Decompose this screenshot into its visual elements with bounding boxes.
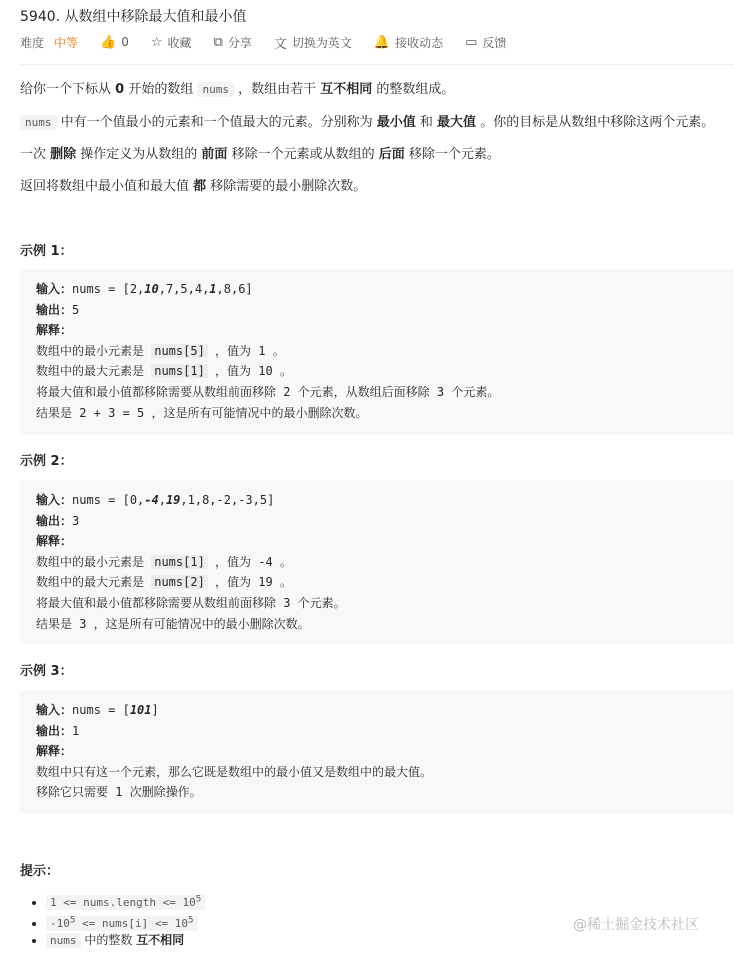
example-1-block	[20, 269, 734, 435]
text: 给你一个下标从	[20, 82, 116, 97]
hint-code	[46, 895, 205, 910]
text: ，数组由若干	[233, 82, 321, 97]
inline-code: nums[5]	[151, 344, 208, 358]
share-label: 分享	[227, 35, 252, 50]
text: 。你的目标是从数组中移除这两个元素。	[476, 115, 715, 130]
hints-list	[46, 888, 205, 951]
input-value: ]	[151, 703, 159, 717]
input-value: ,7,5,4,	[158, 282, 210, 296]
hint-code	[46, 916, 198, 931]
explanation-text: 数组中的最大元素是	[36, 575, 152, 590]
explanation-text: 数组中的最大元素是	[36, 364, 152, 379]
explanation-text: ，值为	[207, 575, 259, 590]
text: 一次	[20, 147, 51, 162]
explanation-text: ，值为	[207, 554, 259, 569]
explanation-text: 结果是 3 ，这是所有可能情况中的最小删除次数。	[36, 616, 310, 631]
favorite-label: 收藏	[167, 35, 192, 50]
output-value: 1	[72, 723, 80, 738]
explanation-value: 19	[258, 575, 273, 590]
difficulty	[20, 34, 78, 51]
feedback-button[interactable]	[465, 34, 506, 51]
input-label: 输入：	[36, 282, 73, 296]
input-highlight: 10	[144, 282, 159, 296]
favorite-button[interactable]	[151, 34, 192, 51]
output-value: 5	[72, 302, 80, 317]
output-value: 3	[72, 513, 80, 528]
explanation-value: 1	[258, 343, 266, 358]
explanation-text: 结果是 2 + 3 = 5 ，这是所有可能情况中的最小删除次数。	[36, 405, 368, 420]
text-bold: 前面	[201, 147, 228, 162]
input-highlight: 101	[129, 703, 152, 717]
input-highlight: 1	[209, 282, 217, 296]
text: 开始的数组	[124, 82, 198, 97]
problem-toolbar	[20, 32, 528, 52]
inline-code: nums	[20, 115, 57, 130]
switch-language-label: 切换为英文	[291, 35, 352, 50]
text-bold: 最大值	[437, 115, 477, 130]
text-bold: 0	[115, 82, 125, 97]
text: 返回将数组中最小值和最大值	[20, 179, 194, 194]
hint-text: 中的整数	[80, 933, 137, 947]
explanation-label: 解释：	[36, 323, 73, 338]
input-value: ,	[158, 493, 166, 507]
bell-icon: 🔔	[373, 34, 391, 50]
explanation-text: 将最大值和最小值都移除需要从数组前面移除 2 个元素，从数组后面移除 3 个元素。	[36, 384, 500, 399]
thumbs-up-icon: 👍	[100, 34, 117, 50]
example-1-heading: 示例 1：	[20, 244, 73, 259]
explanation-text: 。	[272, 364, 292, 379]
example-2-block	[20, 480, 734, 644]
text: 移除需要的最小删除次数。	[206, 179, 367, 194]
notify-label: 接收动态	[395, 35, 444, 50]
inline-code: nums[1]	[151, 364, 208, 378]
explanation-text: ，值为	[207, 364, 259, 379]
hint-text: <= nums[i] <= 10	[75, 916, 188, 930]
inline-code: nums[2]	[151, 575, 208, 589]
text-bold: 最小值	[376, 115, 416, 130]
example-3-block	[20, 690, 734, 814]
share-button[interactable]	[214, 34, 252, 51]
input-value: ,1,8,-2,-3,5]	[180, 493, 275, 507]
text-bold: 删除	[50, 147, 77, 162]
input-label: 输入：	[36, 703, 73, 717]
like-count: 0	[121, 35, 129, 49]
output-label: 输出：	[36, 302, 73, 317]
text: 移除一个元素。	[404, 147, 500, 162]
hint-item	[46, 930, 205, 951]
hint-code: nums	[46, 933, 81, 948]
explanation-label: 解释：	[36, 744, 73, 759]
explanation-text: 。	[272, 575, 292, 590]
feedback-label: 反馈	[482, 35, 507, 50]
star-icon: ☆	[150, 34, 163, 50]
example-2-heading: 示例 2：	[20, 454, 73, 469]
input-value: nums = [0,	[72, 493, 145, 507]
input-value: nums = [	[72, 703, 130, 717]
desc-paragraph-3	[20, 143, 500, 162]
text: 操作定义为从数组的	[76, 147, 202, 162]
translate-icon: 文	[273, 36, 287, 52]
like-button[interactable]	[100, 35, 129, 50]
hint-exponent: 5	[195, 893, 202, 904]
input-value: ,8,6]	[216, 282, 253, 296]
feedback-icon: ▭	[465, 34, 478, 50]
hint-text: 1 <= nums.length <= 10	[50, 895, 196, 909]
hint-text: -10	[50, 916, 70, 930]
input-highlight: -4	[144, 493, 159, 507]
explanation-text: ，值为	[207, 343, 259, 358]
output-label: 输出：	[36, 723, 73, 738]
explanation-value: -4	[258, 554, 273, 569]
desc-paragraph-1	[20, 78, 454, 97]
inline-code: nums[1]	[151, 555, 208, 569]
hint-exponent: 5	[69, 914, 76, 925]
text: 的整数组成。	[372, 82, 455, 97]
hints-heading: 提示：	[20, 864, 60, 879]
share-icon: ⧉	[213, 34, 223, 50]
text-bold: 互不相同	[320, 82, 373, 97]
input-value: nums = [2,	[72, 282, 145, 296]
difficulty-badge: 中等	[54, 35, 79, 50]
problem-title: 5940. 从数组中移除最大值和最小值	[20, 9, 247, 25]
hint-exponent: 5	[187, 914, 194, 925]
input-highlight: 19	[165, 493, 181, 507]
explanation-text: 。	[272, 554, 292, 569]
text: 移除一个元素或从数组的	[227, 147, 379, 162]
explanation-text: 数组中的最小元素是	[36, 554, 152, 569]
desc-paragraph-4	[20, 175, 366, 194]
hint-item	[46, 888, 205, 909]
explanation-text: 。	[265, 343, 285, 358]
output-label: 输出：	[36, 513, 73, 528]
text-bold: 后面	[378, 147, 405, 162]
input-label: 输入：	[36, 493, 73, 507]
switch-language-button[interactable]	[274, 33, 352, 52]
explanation-text: 移除它只需要 1 次删除操作。	[36, 785, 202, 800]
divider	[20, 64, 734, 65]
explanation-text: 将最大值和最小值都移除需要从数组前面移除 3 个元素。	[36, 595, 346, 610]
text: 和	[415, 115, 438, 130]
difficulty-label: 难度	[20, 35, 45, 50]
explanation-label: 解释：	[36, 534, 73, 549]
hint-item	[46, 909, 205, 930]
desc-paragraph-2	[20, 111, 714, 130]
explanation-text: 数组中只有这一个元素，那么它既是数组中的最小值又是数组中的最大值。	[36, 764, 433, 779]
watermark: @稀土掘金技术社区	[573, 917, 699, 933]
hint-text-bold: 互不相同	[136, 933, 185, 947]
notify-button[interactable]	[374, 34, 443, 51]
explanation-text: 数组中的最小元素是	[36, 343, 152, 358]
inline-code: nums	[197, 82, 234, 97]
text-bold: 都	[193, 179, 207, 194]
example-3-heading: 示例 3：	[20, 664, 73, 679]
text: 中有一个值最小的元素和一个值最大的元素。分别称为	[56, 115, 377, 130]
explanation-value: 10	[258, 364, 273, 379]
